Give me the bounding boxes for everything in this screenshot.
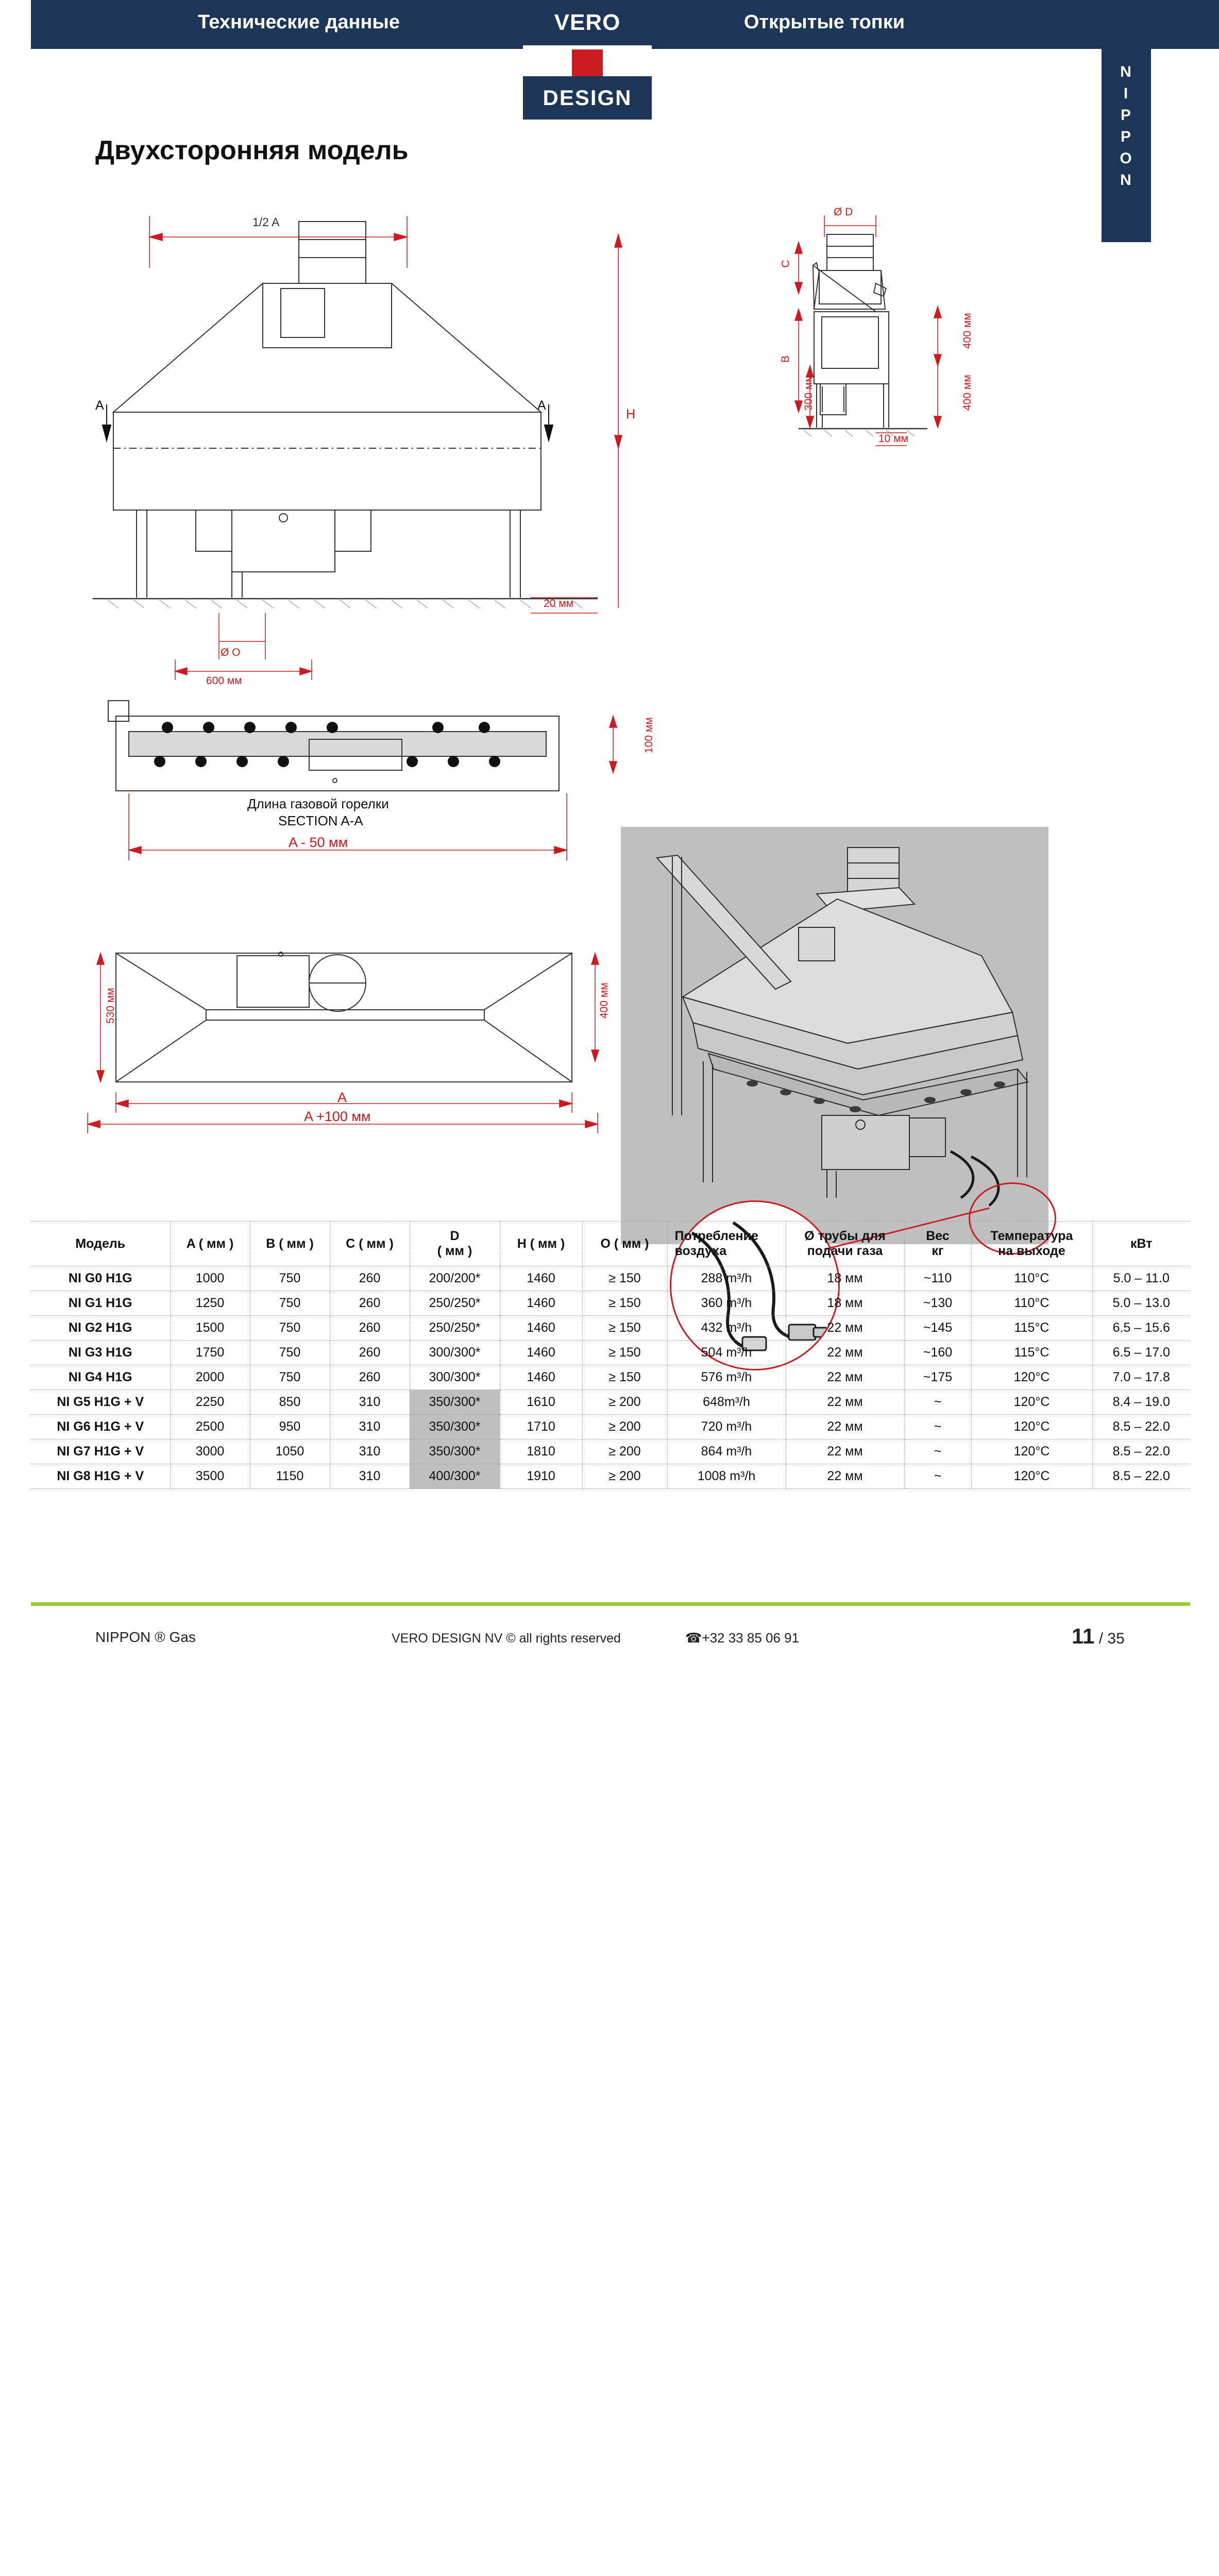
cell-gas: 18 мм [786, 1291, 904, 1316]
cell-air: 1008 m³/h [667, 1464, 786, 1489]
cell-model: NI G7 H1G + V [31, 1439, 170, 1464]
cell-h: 1610 [500, 1390, 582, 1415]
side-band-letter: N [1120, 63, 1132, 80]
label-a-left: A [95, 398, 104, 413]
cell-temp: 110°C [971, 1266, 1092, 1291]
cell-weight: ~ [904, 1415, 971, 1439]
cell-c: 310 [330, 1415, 410, 1439]
logo-design-text: DESIGN [523, 76, 652, 120]
cell-b: 1050 [250, 1439, 330, 1464]
cell-o: ≥ 150 [582, 1291, 667, 1316]
dim-600mm: 600 мм [206, 675, 242, 687]
cell-h: 1910 [500, 1464, 582, 1489]
cell-a: 1750 [170, 1341, 250, 1365]
col-air-consumption [667, 1222, 786, 1266]
cell-a: 2000 [170, 1365, 250, 1390]
col-temp-l1: Температура [990, 1229, 1073, 1243]
cell-o: ≥ 200 [582, 1464, 667, 1489]
cell-h: 1710 [500, 1415, 582, 1439]
cell-c: 260 [330, 1266, 410, 1291]
cell-a: 2250 [170, 1390, 250, 1415]
cell-d: 300/300* [410, 1365, 500, 1390]
dim-a-plus-100: A +100 мм [304, 1109, 371, 1124]
cell-kw: 5.0 – 11.0 [1092, 1266, 1190, 1291]
col-weight-l1: Вес [926, 1229, 950, 1243]
cell-o: ≥ 150 [582, 1266, 667, 1291]
cell-model: NI G8 H1G + V [31, 1464, 170, 1489]
table-row [31, 1316, 1190, 1341]
table-row [31, 1291, 1190, 1316]
cell-d: 350/300* [410, 1415, 500, 1439]
cell-weight: ~ [904, 1439, 971, 1464]
table-row [31, 1464, 1190, 1489]
dim-diameter-o: Ø O [221, 647, 241, 658]
cell-o: ≥ 150 [582, 1316, 667, 1341]
cell-kw: 8.5 – 22.0 [1092, 1439, 1190, 1464]
table-row [31, 1266, 1190, 1291]
cell-kw: 8.5 – 22.0 [1092, 1415, 1190, 1439]
cell-temp: 110°C [971, 1291, 1092, 1316]
cell-temp: 120°C [971, 1464, 1092, 1489]
cell-d: 350/300* [410, 1439, 500, 1464]
dim-10mm: 10 мм [878, 433, 909, 445]
col-d-l2: ( мм ) [437, 1244, 472, 1258]
cell-o: ≥ 150 [582, 1365, 667, 1390]
footer-copyright: VERO DESIGN NV © all rights reserved [392, 1631, 621, 1646]
col-gas-l1: Ø трубы для [804, 1229, 886, 1243]
cell-kw: 5.0 – 13.0 [1092, 1291, 1190, 1316]
cell-model: NI G3 H1G [31, 1341, 170, 1365]
col-gas-l2: подачи газа [807, 1244, 883, 1258]
cell-model: NI G0 H1G [31, 1266, 170, 1291]
table-body [31, 1266, 1190, 1489]
cell-b: 750 [250, 1266, 330, 1291]
cell-kw: 6.5 – 17.0 [1092, 1341, 1190, 1365]
cell-weight: ~130 [904, 1291, 971, 1316]
table-row [31, 1439, 1190, 1464]
cell-weight: ~175 [904, 1365, 971, 1390]
logo-red-square-icon [572, 49, 603, 79]
dim-b: B [780, 355, 792, 363]
cell-model: NI G6 H1G + V [31, 1415, 170, 1439]
header-title-left: Технические данные [197, 11, 400, 33]
cell-gas: 22 мм [786, 1390, 904, 1415]
cell-air: 504 m³/h [667, 1341, 786, 1365]
dim-a-top: A [337, 1090, 347, 1105]
cell-temp: 115°C [971, 1316, 1092, 1341]
cell-gas: 22 мм [786, 1316, 904, 1341]
cell-temp: 120°C [971, 1415, 1092, 1439]
cell-weight: ~145 [904, 1316, 971, 1341]
dim-20mm: 20 мм [544, 598, 574, 609]
col-air-l2: воздуха [674, 1244, 727, 1258]
footer-page-total: / 35 [1098, 1630, 1125, 1647]
specifications-table-wrap [31, 1221, 1190, 1489]
cell-air: 432 m³/h [667, 1316, 786, 1341]
cell-kw: 8.5 – 22.0 [1092, 1464, 1190, 1489]
footer-brand: NIPPON ® Gas [95, 1629, 196, 1645]
cell-air: 288 m³/h [667, 1266, 786, 1291]
cell-c: 310 [330, 1390, 410, 1415]
cell-air: 864 m³/h [667, 1439, 786, 1464]
cell-o: ≥ 200 [582, 1390, 667, 1415]
cell-a: 1000 [170, 1266, 250, 1291]
col-kw-l1: кВт [1130, 1236, 1153, 1251]
footer-page-current: 11 [1072, 1624, 1095, 1648]
cell-h: 1460 [500, 1365, 582, 1390]
cell-model: NI G4 H1G [31, 1365, 170, 1390]
cell-c: 260 [330, 1341, 410, 1365]
cell-air: 360 m³/h [667, 1291, 786, 1316]
dim-diameter-d: Ø D [834, 206, 853, 218]
side-band-letter: P [1120, 107, 1132, 124]
col-a-l1: A ( мм ) [186, 1236, 234, 1251]
cell-h: 1460 [500, 1266, 582, 1291]
col-d [410, 1222, 500, 1266]
footer-page-number [1072, 1624, 1125, 1649]
cell-d: 300/300* [410, 1341, 500, 1365]
cell-b: 750 [250, 1291, 330, 1316]
cell-weight: ~160 [904, 1341, 971, 1365]
col-b-l1: B ( мм ) [266, 1236, 314, 1251]
cell-d: 400/300* [410, 1464, 500, 1489]
side-band-letter: P [1120, 128, 1132, 145]
dim-h: H [626, 407, 636, 421]
cell-gas: 22 мм [786, 1439, 904, 1464]
dim-a-minus-50: A - 50 мм [289, 835, 348, 850]
dim-400mm-top: 400 мм [598, 982, 610, 1019]
cell-air: 576 m³/h [667, 1365, 786, 1390]
cell-b: 950 [250, 1415, 330, 1439]
dim-c: C [780, 260, 792, 268]
table-row [31, 1415, 1190, 1439]
table-header-row [31, 1222, 1190, 1266]
col-c [330, 1222, 410, 1266]
cell-kw: 7.0 – 17.8 [1092, 1365, 1190, 1390]
cell-h: 1460 [500, 1291, 582, 1316]
side-band-letter: N [1120, 172, 1132, 189]
footer-phone: ☎+32 33 85 06 91 [685, 1630, 800, 1646]
section-caption-line1: Длина газовой горелки [247, 796, 389, 811]
cell-c: 260 [330, 1365, 410, 1390]
col-h-l1: H ( мм ) [517, 1236, 565, 1251]
cell-kw: 6.5 – 15.6 [1092, 1316, 1190, 1341]
technical-drawings [0, 180, 1219, 1206]
page-footer [0, 1613, 1219, 1674]
cell-d: 250/250* [410, 1316, 500, 1341]
dim-400-bottom: 400 мм [961, 375, 973, 411]
cell-o: ≥ 150 [582, 1341, 667, 1365]
cell-a: 3000 [170, 1439, 250, 1464]
cell-h: 1460 [500, 1316, 582, 1341]
cell-gas: 22 мм [786, 1464, 904, 1489]
col-model [31, 1222, 170, 1266]
col-weight [904, 1222, 971, 1266]
table-row [31, 1390, 1190, 1415]
cell-o: ≥ 200 [582, 1439, 667, 1464]
cell-air: 720 m³/h [667, 1415, 786, 1439]
col-d-l1: D [450, 1229, 460, 1243]
table-row [31, 1341, 1190, 1365]
cell-h: 1460 [500, 1341, 582, 1365]
cell-gas: 18 мм [786, 1266, 904, 1291]
col-temperature [971, 1222, 1092, 1266]
cell-weight: ~ [904, 1390, 971, 1415]
dim-300: 300 мм [803, 375, 815, 411]
col-air-l1: Потребление [674, 1229, 758, 1243]
dim-400-top: 400 мм [961, 313, 973, 349]
cell-b: 750 [250, 1365, 330, 1390]
cell-h: 1810 [500, 1439, 582, 1464]
col-o-l1: O ( мм ) [600, 1236, 649, 1251]
cell-b: 850 [250, 1390, 330, 1415]
col-a [170, 1222, 250, 1266]
table-row [31, 1365, 1190, 1390]
cell-temp: 120°C [971, 1390, 1092, 1415]
cell-a: 2500 [170, 1415, 250, 1439]
section-aa-drawing [77, 696, 655, 943]
cell-model: NI G2 H1G [31, 1316, 170, 1341]
page-title: Двухсторонняя модель [95, 135, 409, 165]
footer-rule [31, 1602, 1190, 1606]
cell-model: NI G5 H1G + V [31, 1390, 170, 1415]
cell-weight: ~ [904, 1464, 971, 1489]
cell-gas: 22 мм [786, 1365, 904, 1390]
top-view-drawing [77, 943, 649, 1159]
cell-c: 260 [330, 1316, 410, 1341]
cell-d: 350/300* [410, 1390, 500, 1415]
header-title-right: Открытые топки [743, 11, 905, 33]
cell-temp: 115°C [971, 1341, 1092, 1365]
cell-c: 310 [330, 1464, 410, 1489]
cell-c: 310 [330, 1439, 410, 1464]
cell-o: ≥ 200 [582, 1415, 667, 1439]
logo-vero-text: VERO [523, 0, 652, 45]
front-view-drawing [77, 206, 649, 762]
dim-100mm: 100 мм [643, 717, 655, 753]
cell-gas: 22 мм [786, 1415, 904, 1439]
product-3d-render [621, 827, 1048, 1244]
cell-a: 1500 [170, 1316, 250, 1341]
col-gas-pipe [786, 1222, 904, 1266]
cell-air: 648m³/h [667, 1390, 786, 1415]
dim-530mm: 530 мм [105, 988, 116, 1024]
col-o [582, 1222, 667, 1266]
cell-kw: 8.4 – 19.0 [1092, 1390, 1190, 1415]
col-model-l1: Модель [75, 1236, 126, 1251]
specifications-table [31, 1221, 1190, 1489]
side-band-letter: O [1120, 150, 1133, 167]
dim-half-a: 1/2 A [252, 215, 280, 229]
cell-b: 1150 [250, 1464, 330, 1489]
col-weight-l2: кг [932, 1244, 944, 1258]
cell-gas: 22 мм [786, 1341, 904, 1365]
col-temp-l2: на выходе [998, 1244, 1065, 1258]
cell-temp: 120°C [971, 1439, 1092, 1464]
cell-c: 260 [330, 1291, 410, 1316]
cell-weight: ~110 [904, 1266, 971, 1291]
side-band-letter: I [1123, 85, 1129, 102]
cell-a: 3500 [170, 1464, 250, 1489]
cell-b: 750 [250, 1341, 330, 1365]
label-a-right: A [537, 398, 546, 413]
col-c-l1: C ( мм ) [346, 1236, 394, 1251]
col-h [500, 1222, 582, 1266]
col-kw [1092, 1222, 1190, 1266]
side-view-drawing [721, 206, 1082, 515]
cell-b: 750 [250, 1316, 330, 1341]
cell-temp: 120°C [971, 1365, 1092, 1390]
cell-a: 1250 [170, 1291, 250, 1316]
cell-model: NI G1 H1G [31, 1291, 170, 1316]
col-b [250, 1222, 330, 1266]
section-caption-line2: SECTION A-A [278, 813, 363, 828]
cell-d: 250/250* [410, 1291, 500, 1316]
cell-d: 200/200* [410, 1266, 500, 1291]
